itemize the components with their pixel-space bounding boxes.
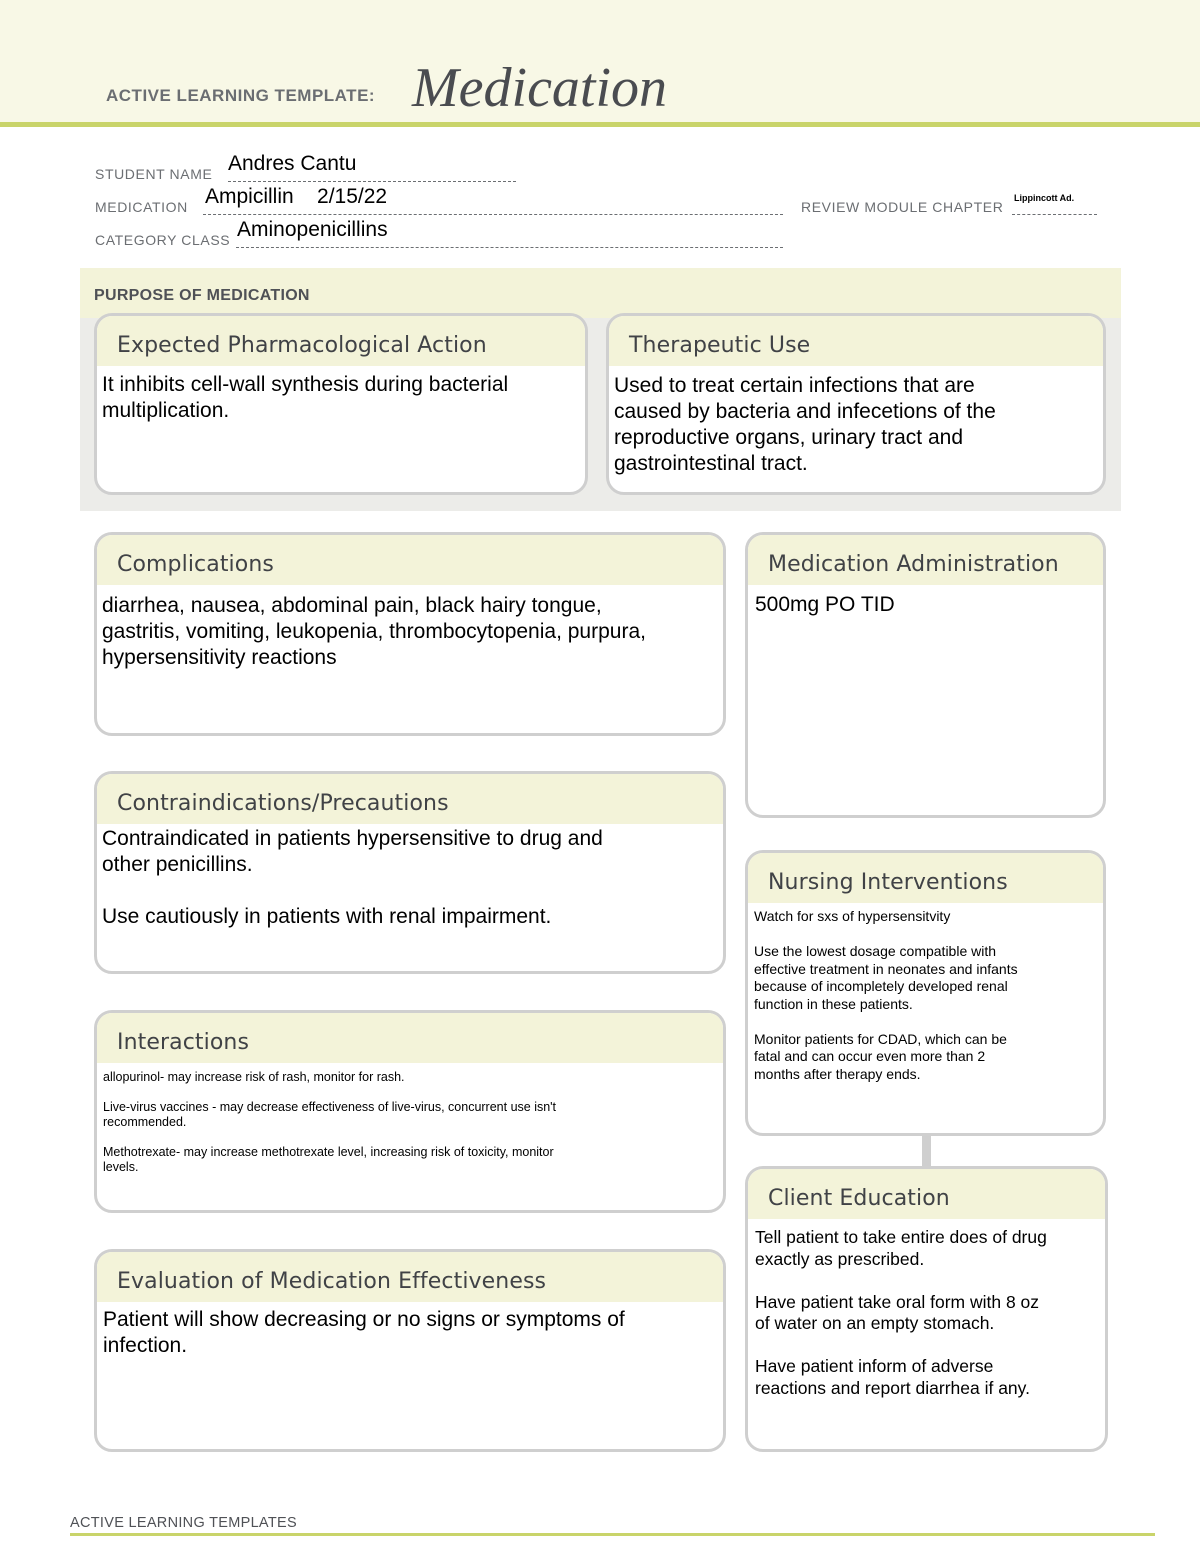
nursing-interventions-box	[745, 850, 1106, 1136]
student-name-field[interactable]: Andres Cantu	[228, 152, 357, 175]
medication-label: MEDICATION	[95, 199, 188, 215]
interactions-title: Interactions	[117, 1030, 250, 1055]
expected-action-text[interactable]: It inhibits cell-wall synthesis during bacterial multiplication.	[102, 373, 509, 422]
footer-label: ACTIVE LEARNING TEMPLATES	[70, 1515, 297, 1531]
box-connector	[922, 1133, 931, 1167]
therapeutic-use-title: Therapeutic Use	[629, 333, 811, 358]
contraindications-title: Contraindications/Precautions	[117, 791, 449, 816]
nursing-interventions-text[interactable]: Watch for sxs of hypersensitvity Use the lowest dosage compatible with effective treatment in neonates and infants because of incompletely developed renal function in these patients. Monitor patients for CDAD, which can be fatal and can occur even more than 2 months after therapy ends.	[754, 908, 1018, 1082]
purpose-section-title: PURPOSE OF MEDICATION	[94, 287, 310, 304]
footer-rule	[70, 1533, 1155, 1536]
complications-box	[94, 532, 726, 736]
expected-action-title: Expected Pharmacological Action	[117, 333, 487, 358]
therapeutic-use-text[interactable]: Used to treat certain infections that are caused by bacteria and infecetions of the reproductive organs, urinary tract and gastrointestinal tract.	[614, 374, 996, 475]
medication-line	[203, 214, 783, 215]
medication-field[interactable]: Ampicillin 2/15/22	[205, 185, 388, 208]
review-module-line	[1012, 214, 1097, 215]
page-title: Medication	[412, 57, 668, 119]
student-name-line	[228, 181, 516, 182]
interactions-box	[94, 1010, 726, 1213]
nursing-interventions-title: Nursing Interventions	[768, 870, 1008, 895]
student-name-label: STUDENT NAME	[95, 166, 213, 182]
contraindications-box	[94, 771, 726, 974]
evaluation-title: Evaluation of Medication Effectiveness	[117, 1269, 547, 1294]
client-education-box	[745, 1166, 1108, 1452]
client-education-title: Client Education	[768, 1186, 950, 1211]
category-class-field[interactable]: Aminopenicillins	[237, 218, 388, 241]
header-rule	[0, 122, 1200, 127]
evaluation-text[interactable]: Patient will show decreasing or no signs or symptoms of infection.	[103, 1308, 625, 1357]
contraindications-text[interactable]: Contraindicated in patients hypersensitive to drug and other penicillins. Use cautiously in patients with renal impairment.	[102, 827, 603, 928]
category-class-label: CATEGORY CLASS	[95, 232, 231, 248]
administration-text[interactable]: 500mg PO TID	[755, 593, 895, 616]
expected-action-box	[94, 313, 588, 495]
review-module-label: REVIEW MODULE CHAPTER	[801, 199, 1004, 215]
review-module-field[interactable]: Lippincott Ad.	[1014, 193, 1075, 203]
interactions-text[interactable]: allopurinol- may increase risk of rash, monitor for rash. Live-virus vaccines - may decrease effectiveness of live-virus, concurrent use isn't recommended. Methotrexate- may increase methotrexate level, increasing risk of toxicity, monitor levels.	[103, 1070, 557, 1174]
complications-text[interactable]: diarrhea, nausea, abdominal pain, black hairy tongue, gastritis, vomiting, leukopenia, thrombocytopenia, purpura, hypersensitivity reactions	[102, 594, 646, 669]
complications-title: Complications	[117, 552, 274, 577]
template-label: ACTIVE LEARNING TEMPLATE:	[106, 86, 376, 105]
administration-box	[745, 532, 1106, 818]
evaluation-box	[94, 1249, 726, 1452]
therapeutic-use-box	[606, 313, 1106, 495]
client-education-text[interactable]: Tell patient to take entire does of drug exactly as prescribed. Have patient take oral form with 8 oz of water on an empty stomach. Have patient inform of adverse reactions and report diarrhea if any.	[755, 1227, 1047, 1398]
category-class-line	[236, 247, 783, 248]
administration-title: Medication Administration	[768, 552, 1059, 577]
